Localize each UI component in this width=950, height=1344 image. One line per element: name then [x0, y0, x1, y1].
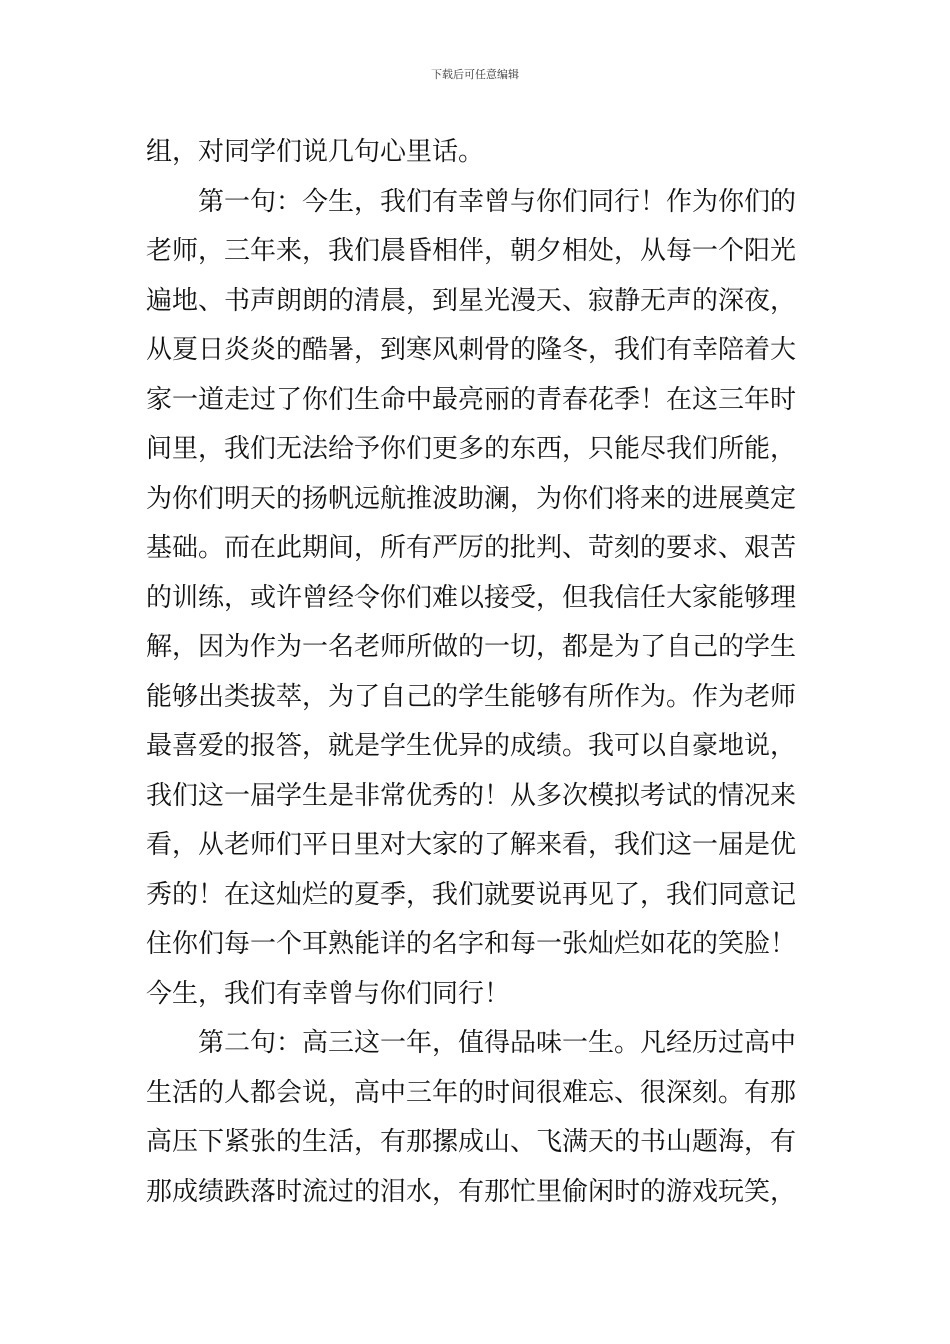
text-line: 住你们每一个耳熟能详的名字和每一张灿烂如花的笑脸！: [146, 929, 797, 959]
text-line: 生活的人都会说，高中三年的时间很难忘、很深刻。有那: [146, 1077, 797, 1108]
text-line: 解，因为作为一名老师所做的一切，都是为了自己的学生: [146, 632, 797, 662]
page-header: 下载后可任意编辑: [431, 68, 519, 81]
text-line: 的训练，或许曾经令你们难以接受，但我信任大家能够理: [146, 582, 797, 613]
text-line: 遍地、书声朗朗的清晨，到星光漫天、寂静无声的深夜，: [146, 285, 797, 316]
text-line: 从夏日炎炎的酷暑，到寒风刺骨的隆冬，我们有幸陪着大: [146, 335, 797, 365]
text-line: 那成绩跌落时流过的泪水，有那忙里偷闲时的游戏玩笑，: [146, 1176, 797, 1207]
text-line: 第二句：高三这一年，值得品味一生。凡经历过高中: [198, 1028, 797, 1058]
body-text: [146, 128, 806, 1217]
text-line: 第一句：今生，我们有幸曾与你们同行！作为你们的: [198, 186, 797, 217]
text-line: 我们这一届学生是非常优秀的！从多次模拟考试的情况来: [146, 780, 797, 811]
text-line: 老师，三年来，我们晨昏相伴，朝夕相处，从每一个阳光: [146, 236, 797, 266]
text-line: 今生，我们有幸曾与你们同行！: [146, 978, 511, 1009]
text-line: 为你们明天的扬帆远航推波助澜，为你们将来的进展奠定: [146, 483, 797, 514]
text-line: 高压下紧张的生活，有那摞成山、飞满天的书山题海，有: [146, 1127, 797, 1157]
text-line: 间里，我们无法给予你们更多的东西，只能尽我们所能，: [146, 434, 797, 464]
text-line: 能够出类拔萃，为了自己的学生能够有所作为。作为老师: [146, 681, 797, 712]
text-line: 基础。而在此期间，所有严厉的批判、苛刻的要求、艰苦: [146, 533, 797, 563]
text-line: 家一道走过了你们生命中最亮丽的青春花季！在这三年时: [146, 384, 797, 415]
text-line: 组，对同学们说几句心里话。: [146, 137, 485, 167]
text-line: 最喜爱的报答，就是学生优异的成绩。我可以自豪地说，: [146, 731, 797, 761]
text-line: 秀的！在这灿烂的夏季，我们就要说再见了，我们同意记: [146, 879, 797, 910]
text-line: 看，从老师们平日里对大家的了解来看，我们这一届是优: [146, 830, 797, 860]
